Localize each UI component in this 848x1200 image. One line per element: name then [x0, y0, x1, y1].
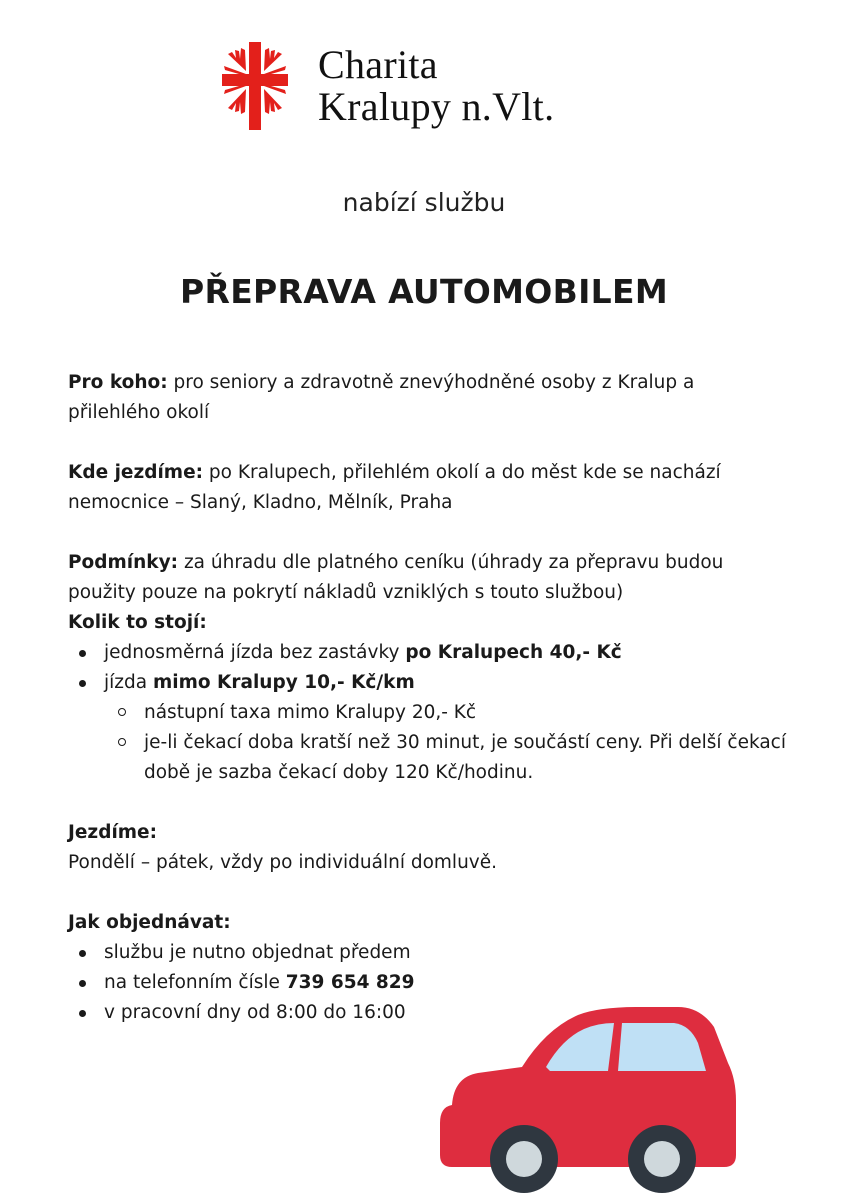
list-item: jízda mimo Kralupy 10,- Kč/km [68, 668, 788, 698]
where-paragraph [68, 458, 788, 518]
sub-list-item: nástupní taxa mimo Kralupy 20,- Kč [104, 698, 788, 728]
page-title: PŘEPRAVA AUTOMOBILEM [180, 272, 668, 311]
price-sublist [68, 698, 788, 788]
order-label: Jak objednávat: [68, 912, 231, 933]
logo-line-2: Kralupy n.Vlt. [318, 84, 555, 129]
schedule-heading [68, 818, 788, 848]
price-list [68, 638, 788, 698]
conditions-label: Podmínky: [68, 552, 179, 573]
logo-text [318, 44, 554, 128]
order-heading [68, 908, 788, 938]
for-whom-label: Pro koho: [68, 372, 168, 393]
price-label: Kolik to stojí: [68, 612, 207, 633]
where-label: Kde jezdíme: [68, 462, 204, 483]
price-heading [68, 608, 788, 638]
conditions-paragraph [68, 548, 788, 608]
car-icon [438, 1005, 738, 1195]
for-whom-text: pro seniory a zdravotně znevýhodněné osoby z Kralup a přilehlého okolí [68, 372, 695, 423]
list-item: v pracovní dny od 8:00 do 16:00 [68, 998, 788, 1028]
list-item: jednosměrná jízda bez zastávky po Kralupech 40,- Kč [68, 638, 788, 668]
logo-line-1: Charita [318, 42, 438, 87]
schedule-label: Jezdíme: [68, 822, 158, 843]
list-item: službu je nutno objednat předem [68, 938, 788, 968]
phone-number: 739 654 829 [285, 972, 415, 993]
list-item: na telefonním čísle 739 654 829 [68, 968, 788, 998]
charita-logo [222, 42, 642, 132]
charita-cross-icon [222, 42, 288, 130]
schedule-text: Pondělí – pátek, vždy po individuální domluvě. [68, 852, 498, 873]
conditions-text: za úhradu dle platného ceníku (úhrady za přepravu budou použity pouze na pokrytí nákladů vzniklých s touto službou) [68, 552, 724, 603]
where-text: po Kralupech, přilehlém okolí a do měst kde se nachází nemocnice – Slaný, Kladno, Mělník, Praha [68, 462, 721, 513]
sub-list-item: je-li čekací doba kratší než 30 minut, je součástí ceny. Při delší čekací době je sazba čekací doby 120 Kč/hodinu. [104, 728, 788, 788]
content [68, 368, 788, 1028]
subtitle: nabízí službu [342, 188, 506, 217]
for-whom-paragraph [68, 368, 788, 428]
